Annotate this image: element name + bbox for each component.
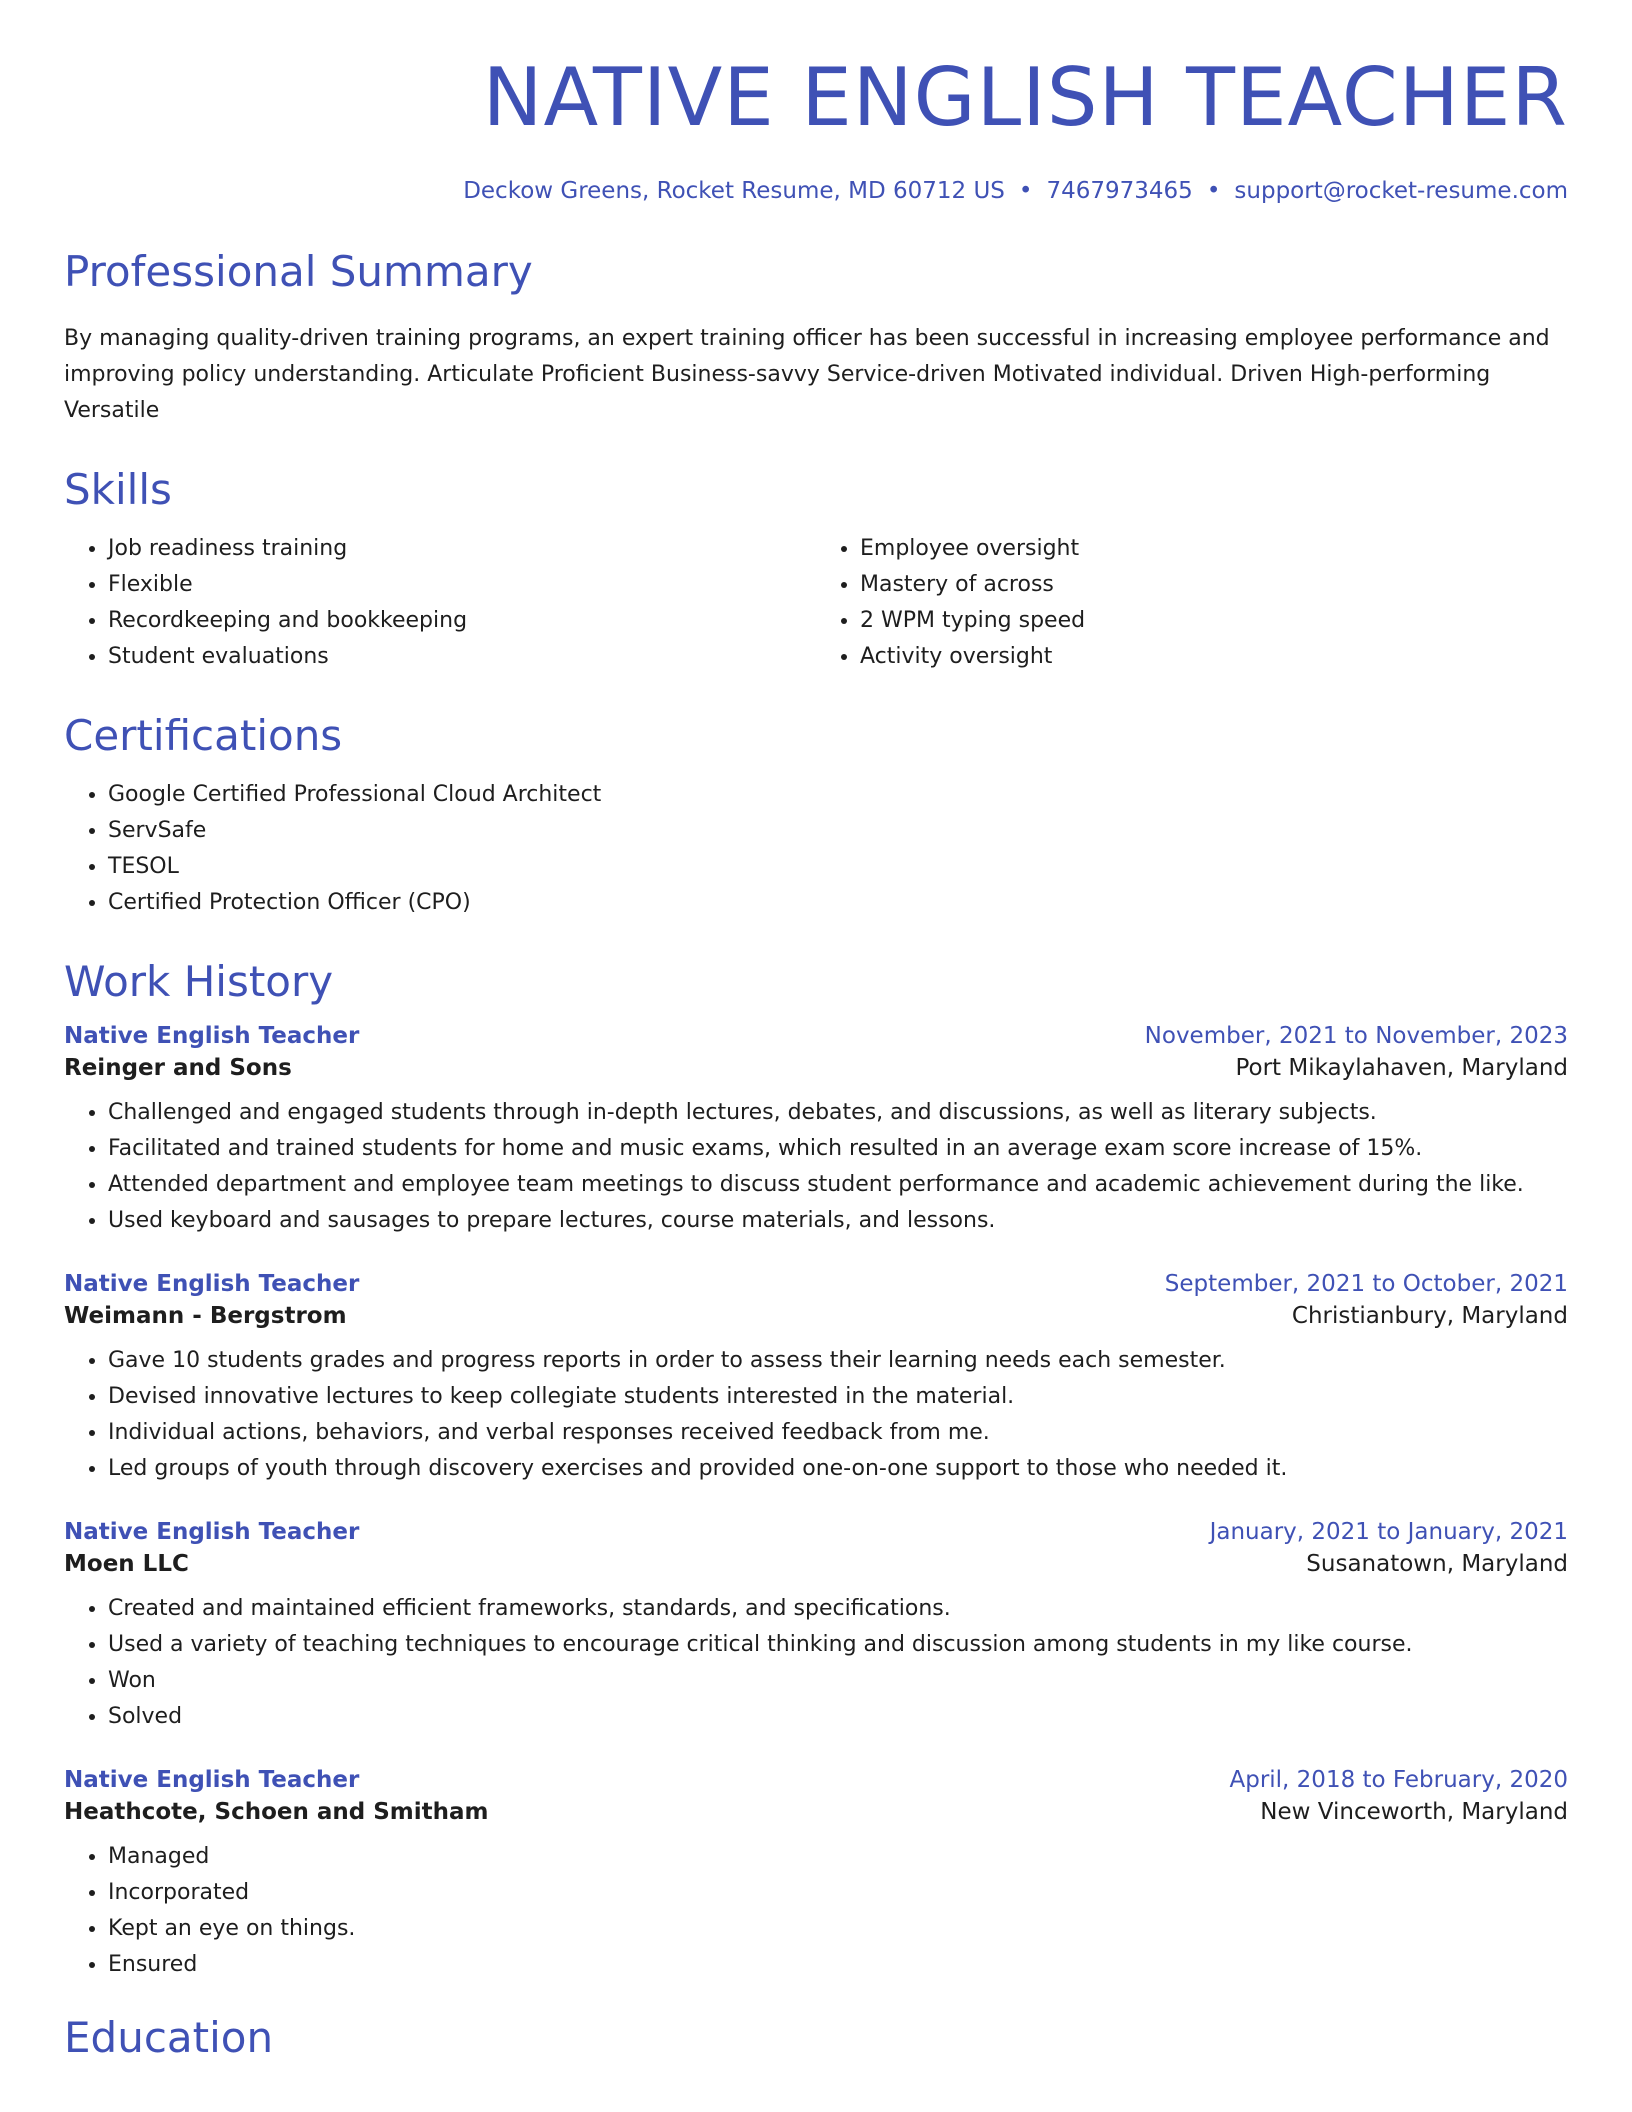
summary-text: By managing quality-driven training programs, an expert training officer has been successful in increasing employee performance and improving policy understanding. Articulate Proficient Business-savvy Service-driven Motivated individual. Driven High-performing Versatile bbox=[64, 326, 1550, 423]
job-entry bbox=[64, 1519, 1568, 1735]
job-header bbox=[64, 1271, 1568, 1297]
job-duty: • Managed bbox=[108, 1839, 1568, 1875]
job-company: Reinger and Sons bbox=[64, 1055, 292, 1081]
skill-item: • Flexible bbox=[108, 567, 816, 603]
certification-item: • Certified Protection Officer (CPO) bbox=[108, 885, 1568, 921]
skill-item: • 2 WPM typing speed bbox=[860, 603, 1568, 639]
job-company: Moen LLC bbox=[64, 1551, 189, 1577]
skills-column-right bbox=[816, 531, 1568, 675]
job-duties bbox=[64, 1839, 1568, 1983]
job-duty: • Ensured bbox=[108, 1947, 1568, 1983]
skill-item: • Student evaluations bbox=[108, 639, 816, 675]
job-dates: April, 2018 to February, 2020 bbox=[1229, 1767, 1568, 1793]
job-duty: • Created and maintained efficient frameworks, standards, and specifications. bbox=[108, 1591, 1568, 1627]
job-subheader bbox=[64, 1551, 1568, 1577]
job-dates: January, 2021 to January, 2021 bbox=[1209, 1519, 1568, 1545]
skill-item: • Employee oversight bbox=[860, 531, 1568, 567]
job-location: New Vinceworth, Maryland bbox=[1260, 1799, 1568, 1825]
job-title: Native English Teacher bbox=[64, 1767, 360, 1793]
job-location: Port Mikaylahaven, Maryland bbox=[1235, 1055, 1568, 1081]
certification-item: • Google Certified Professional Cloud Architect bbox=[108, 777, 1568, 813]
job-duty: • Led groups of youth through discovery exercises and provided one-on-one support to those who needed it. bbox=[108, 1451, 1568, 1487]
job-subheader bbox=[64, 1799, 1568, 1825]
certification-item: • ServSafe bbox=[108, 813, 1568, 849]
job-duty: • Solved bbox=[108, 1699, 1568, 1735]
certifications-heading: Certifications bbox=[64, 711, 343, 760]
skill-item: • Job readiness training bbox=[108, 531, 816, 567]
certifications-list bbox=[64, 777, 1568, 921]
skill-item: • Recordkeeping and bookkeeping bbox=[108, 603, 816, 639]
contact-phone: 7467973465 bbox=[1046, 178, 1193, 204]
contact-separator: • bbox=[1018, 178, 1033, 204]
job-duty: • Individual actions, behaviors, and verbal responses received feedback from me. bbox=[108, 1415, 1568, 1451]
contact-line bbox=[64, 178, 1568, 204]
contact-separator: • bbox=[1206, 178, 1221, 204]
skills-heading: Skills bbox=[64, 465, 172, 514]
job-duty: • Used a variety of teaching techniques to encourage critical thinking and discussion among students in my like course. bbox=[108, 1627, 1568, 1663]
job-duty: • Challenged and engaged students through in-depth lectures, debates, and discussions, as well as literary subjects. bbox=[108, 1095, 1568, 1131]
job-header bbox=[64, 1023, 1568, 1049]
job-location: Susanatown, Maryland bbox=[1306, 1551, 1568, 1577]
contact-email[interactable]: support@rocket-resume.com bbox=[1234, 178, 1568, 204]
job-header bbox=[64, 1767, 1568, 1793]
resume-title: NATIVE ENGLISH TEACHER bbox=[482, 51, 1568, 144]
job-duty: • Attended department and employee team meetings to discuss student performance and academic achievement during the like. bbox=[108, 1167, 1568, 1203]
job-dates: September, 2021 to October, 2021 bbox=[1164, 1271, 1568, 1297]
job-title: Native English Teacher bbox=[64, 1519, 360, 1545]
work-history-heading: Work History bbox=[64, 957, 334, 1006]
job-entry bbox=[64, 1271, 1568, 1487]
job-duty: • Kept an eye on things. bbox=[108, 1911, 1568, 1947]
job-subheader bbox=[64, 1303, 1568, 1329]
job-duty: • Won bbox=[108, 1663, 1568, 1699]
job-duty: • Devised innovative lectures to keep collegiate students interested in the material. bbox=[108, 1379, 1568, 1415]
skill-item: • Mastery of across bbox=[860, 567, 1568, 603]
job-header bbox=[64, 1519, 1568, 1545]
job-duties bbox=[64, 1343, 1568, 1487]
summary-heading: Professional Summary bbox=[64, 247, 533, 296]
job-duties bbox=[64, 1591, 1568, 1735]
skill-item: • Activity oversight bbox=[860, 639, 1568, 675]
job-title: Native English Teacher bbox=[64, 1023, 360, 1049]
job-duty: • Facilitated and trained students for home and music exams, which resulted in an average exam score increase of 15%. bbox=[108, 1131, 1568, 1167]
job-duty: • Gave 10 students grades and progress reports in order to assess their learning needs each semester. bbox=[108, 1343, 1568, 1379]
job-duty: • Incorporated bbox=[108, 1875, 1568, 1911]
job-duties bbox=[64, 1095, 1568, 1239]
job-entry bbox=[64, 1767, 1568, 1983]
job-entry bbox=[64, 1023, 1568, 1239]
skills-grid bbox=[64, 531, 1568, 675]
certification-item: • TESOL bbox=[108, 849, 1568, 885]
skills-column-left bbox=[64, 531, 816, 675]
job-title: Native English Teacher bbox=[64, 1271, 360, 1297]
job-company: Weimann - Bergstrom bbox=[64, 1303, 347, 1329]
job-dates: November, 2021 to November, 2023 bbox=[1144, 1023, 1568, 1049]
job-subheader bbox=[64, 1055, 1568, 1081]
contact-address: Deckow Greens, Rocket Resume, MD 60712 US bbox=[463, 178, 1005, 204]
job-company: Heathcote, Schoen and Smitham bbox=[64, 1799, 489, 1825]
job-duty: • Used keyboard and sausages to prepare lectures, course materials, and lessons. bbox=[108, 1203, 1568, 1239]
job-location: Christianbury, Maryland bbox=[1291, 1303, 1568, 1329]
education-heading: Education bbox=[64, 2013, 274, 2062]
